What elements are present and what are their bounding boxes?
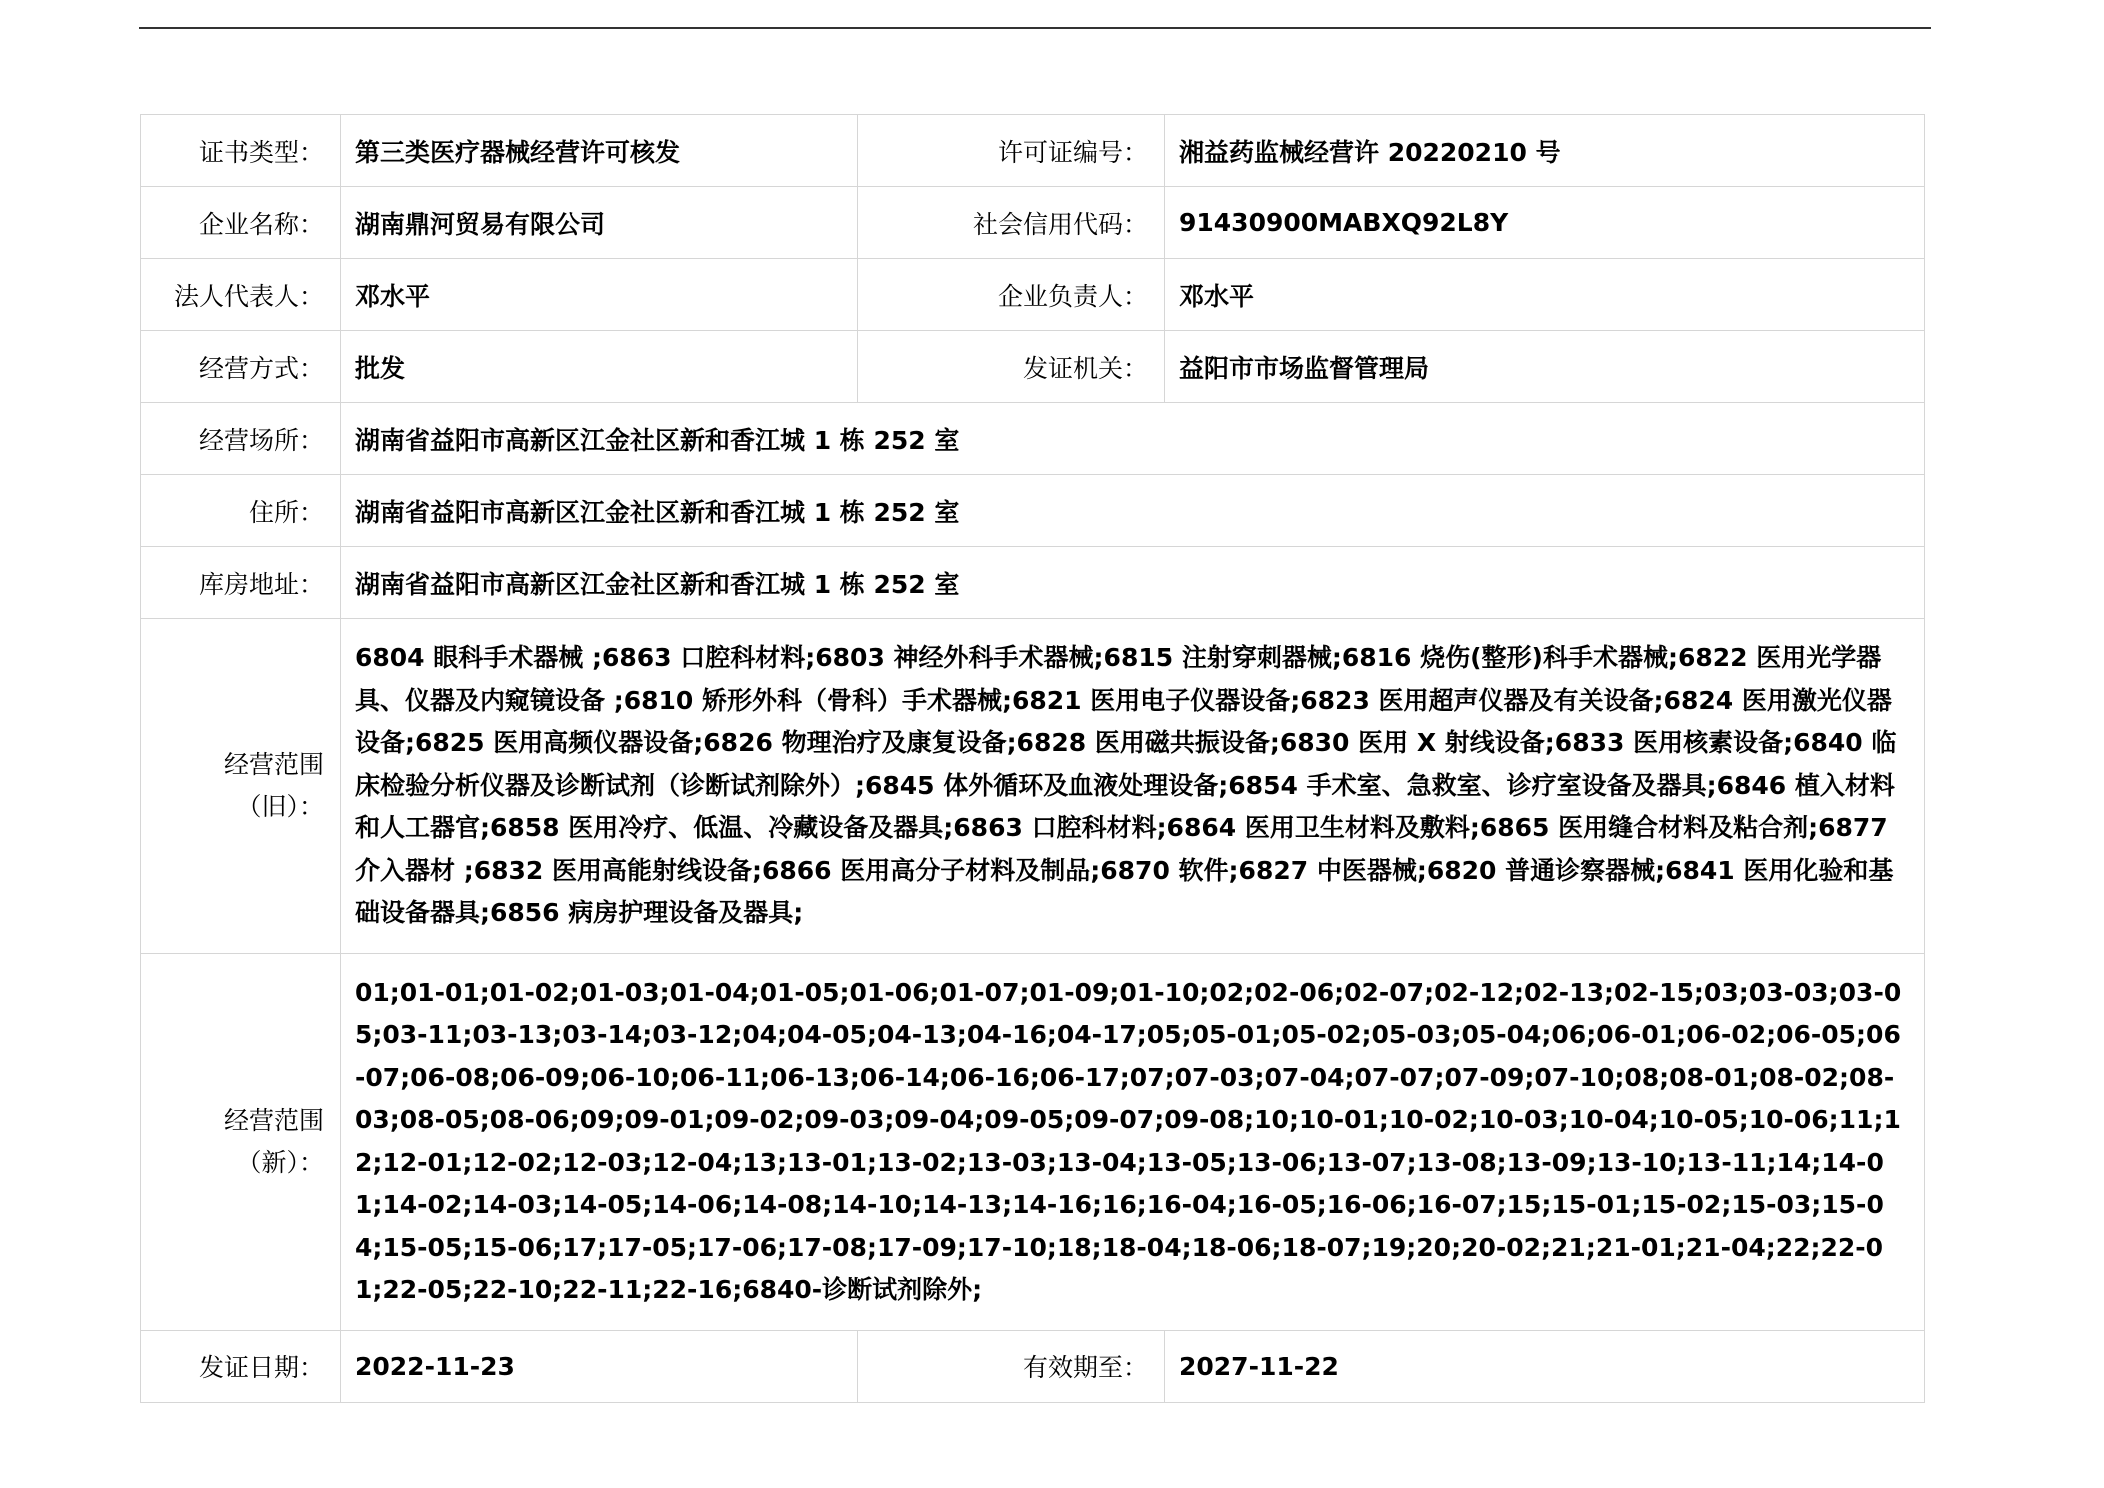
business-scope-old-label [141, 619, 341, 954]
residence-value: 湖南省益阳市高新区江金社区新和香江城 1 栋 252 室 [341, 475, 1925, 547]
business-premises-label: 经营场所： [141, 403, 341, 475]
business-scope-new-label-line1: 经营范围 [223, 1105, 324, 1135]
license-number-value: 湘益药监械经营许 20220210 号 [1165, 115, 1925, 187]
row-representatives [141, 259, 1925, 331]
warehouse-address-value: 湖南省益阳市高新区江金社区新和香江城 1 栋 252 室 [341, 547, 1925, 619]
certificate-type-value: 第三类医疗器械经营许可核发 [341, 115, 858, 187]
row-company [141, 187, 1925, 259]
warehouse-address-label: 库房地址： [141, 547, 341, 619]
legal-representative-label: 法人代表人： [141, 259, 341, 331]
issuing-authority-value: 益阳市市场监督管理局 [1165, 331, 1925, 403]
business-premises-value: 湖南省益阳市高新区江金社区新和香江城 1 栋 252 室 [341, 403, 1925, 475]
business-scope-new-label [141, 953, 341, 1330]
valid-until-value: 2027-11-22 [1165, 1330, 1925, 1402]
credit-code-value: 91430900MABXQ92L8Y [1165, 187, 1925, 259]
company-manager-value: 邓水平 [1165, 259, 1925, 331]
row-business-mode [141, 331, 1925, 403]
row-certificate-type [141, 115, 1925, 187]
business-scope-old-label-line2: （旧）： [236, 791, 324, 821]
row-residence [141, 475, 1925, 547]
issuing-authority-label: 发证机关： [858, 331, 1165, 403]
company-name-label: 企业名称： [141, 187, 341, 259]
business-scope-new-label-line2: （新）： [236, 1147, 324, 1177]
business-scope-old-label-line1: 经营范围 [223, 749, 324, 779]
legal-representative-value: 邓水平 [341, 259, 858, 331]
residence-label: 住所： [141, 475, 341, 547]
row-premises [141, 403, 1925, 475]
valid-until-label: 有效期至： [858, 1330, 1165, 1402]
certificate-type-label: 证书类型： [141, 115, 341, 187]
business-mode-value: 批发 [341, 331, 858, 403]
company-manager-label: 企业负责人： [858, 259, 1165, 331]
license-number-label: 许可证编号： [858, 115, 1165, 187]
company-name-value: 湖南鼎河贸易有限公司 [341, 187, 858, 259]
row-warehouse [141, 547, 1925, 619]
row-scope-old [141, 619, 1925, 954]
license-info-table [140, 114, 1925, 1403]
business-scope-old-value: 6804 眼科手术器械 ;6863 口腔科材料;6803 神经外科手术器械;6815 注射穿刺器械;6816 烧伤(整形)科手术器械;6822 医用光学器具、仪器及内窥镜设备 ;6810 矫形外科（骨科）手术器械;6821 医用电子仪器设备;6823 医用超声仪器及有关设备;6824 医用激光仪器设备;6825 医用高频仪器设备;6826 物理治疗及康复设备;6828 医用磁共振设备;6830 医用 X 射线设备;6833 医用核素设备;6840 临床检验分析仪器及诊断试剂（诊断试剂除外）;6845 体外循环及血液处理设备;6854 手术室、急救室、诊疗室设备及器具;6846 植入材料和人工器官;6858 医用冷疗、低温、冷藏设备及器具;6863 口腔科材料;6864 医用卫生材料及敷料;6865 医用缝合材料及粘合剂;6877 介入器材 ;6832 医用高能射线设备;6866 医用高分子材料及制品;6870 软件;6827 中医器械;6820 普通诊察器械;6841 医用化验和基础设备器具;6856 病房护理设备及器具; [341, 619, 1925, 954]
business-scope-new-value: 01;01-01;01-02;01-03;01-04;01-05;01-06;01-07;01-09;01-10;02;02-06;02-07;02-12;02-13;02-15;03;03-03;03-05;03-11;03-13;03-14;03-12;04;04-05;04-13;04-16;04-17;05;05-01;05-02;05-03;05-04;06;06-01;06-02;06-05;06-07;06-08;06-09;06-10;06-11;06-13;06-14;06-16;06-17;07;07-03;07-04;07-07;07-09;07-10;08;08-01;08-02;08-03;08-05;08-06;09;09-01;09-02;09-03;09-04;09-05;09-07;09-08;10;10-01;10-02;10-03;10-04;10-05;10-06;11;12;12-01;12-02;12-03;12-04;13;13-01;13-02;13-03;13-04;13-05;13-06;13-07;13-08;13-09;13-10;13-11;14;14-01;14-02;14-03;14-05;14-06;14-08;14-10;14-13;14-16;16;16-04;16-05;16-06;16-07;15;15-01;15-02;15-03;15-04;15-05;15-06;17;17-05;17-06;17-08;17-09;17-10;18;18-04;18-06;18-07;19;20;20-02;21;21-01;21-04;22;22-01;22-05;22-10;22-11;22-16;6840-诊断试剂除外; [341, 953, 1925, 1330]
issue-date-value: 2022-11-23 [341, 1330, 858, 1402]
issue-date-label: 发证日期： [141, 1330, 341, 1402]
business-mode-label: 经营方式： [141, 331, 341, 403]
top-divider-line [139, 27, 1931, 29]
credit-code-label: 社会信用代码： [858, 187, 1165, 259]
row-scope-new [141, 953, 1925, 1330]
row-dates [141, 1330, 1925, 1402]
